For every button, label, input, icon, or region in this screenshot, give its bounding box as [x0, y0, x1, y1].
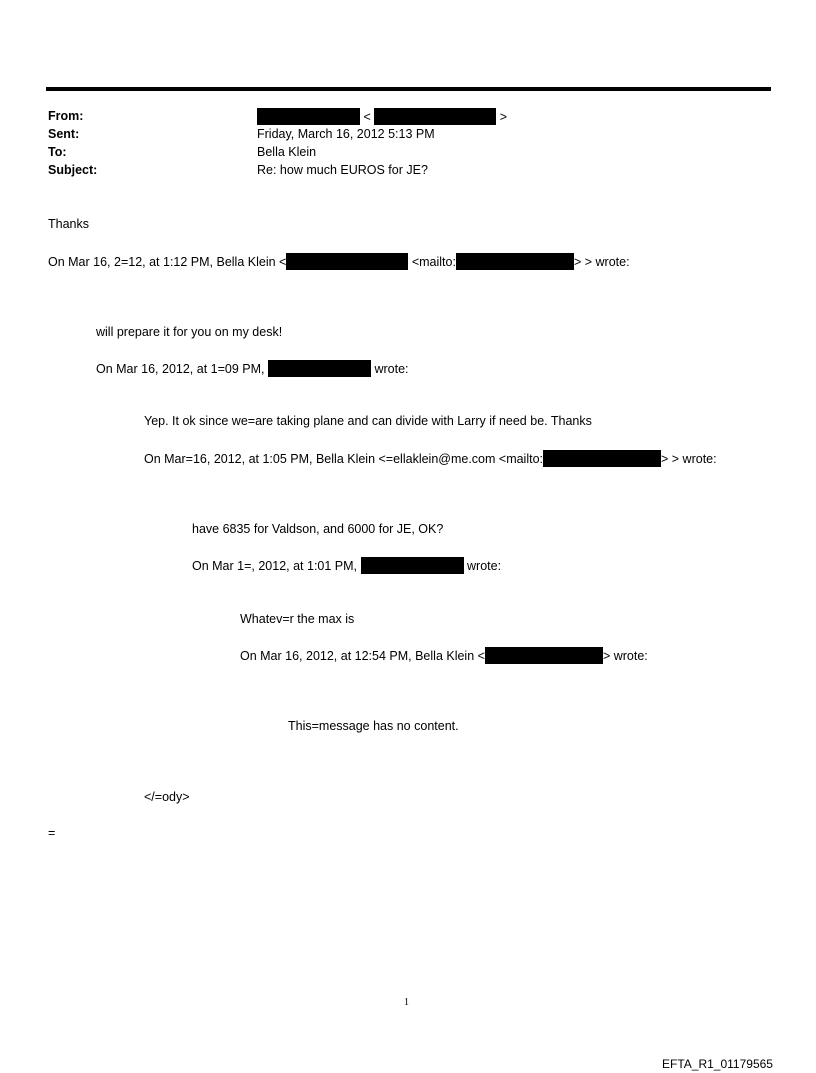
- message-5: This=message has no content.: [288, 719, 459, 733]
- thanks-text: Thanks: [48, 217, 89, 231]
- quote-2-suffix: wrote:: [374, 362, 409, 376]
- header-rule: [46, 87, 771, 91]
- subject-label: Subject:: [48, 163, 98, 177]
- trailing-equals: =: [48, 826, 56, 840]
- message-1: will prepare it for you on my desk!: [96, 325, 283, 339]
- to-label: To:: [48, 145, 67, 159]
- redaction-box: [257, 108, 360, 125]
- to-value: Bella Klein: [257, 145, 317, 159]
- quote-line-3: [144, 450, 717, 467]
- quote-5-prefix: On Mar 16, 2012, at 12:54 PM, Bella Klein <: [240, 649, 485, 663]
- sent-label: Sent:: [48, 127, 80, 141]
- message-2: Yep. It ok since we=are taking plane and can divide with Larry if need be. Thanks: [144, 414, 592, 428]
- quote-line-1: [48, 253, 630, 270]
- quote-line-5: [240, 647, 648, 664]
- subject-value: Re: how much EUROS for JE?: [257, 163, 428, 177]
- quote-2-prefix: On Mar 16, 2012, at 1=09 PM,: [96, 362, 265, 376]
- quote-4-suffix: wrote:: [467, 559, 502, 573]
- redaction-box: [286, 253, 408, 270]
- from-label: From:: [48, 109, 84, 123]
- quote-1-mailto: <mailto:: [411, 255, 456, 269]
- redaction-box: [543, 450, 661, 467]
- page-number: 1: [404, 997, 409, 1008]
- quote-3-prefix: On Mar=16, 2012, at 1:05 PM, Bella Klein <=ellaklein@me.com <mailto:: [144, 452, 544, 466]
- document-id: EFTA_R1_01179565: [662, 1057, 773, 1071]
- redaction-box: [374, 108, 496, 125]
- quote-1-suffix: > > wrote:: [573, 255, 630, 269]
- sent-value: Friday, March 16, 2012 5:13 PM: [257, 127, 435, 141]
- message-3: have 6835 for Valdson, and 6000 for JE, OK?: [192, 522, 444, 536]
- from-value: [257, 108, 507, 125]
- quote-3-suffix: > > wrote:: [661, 452, 717, 466]
- redaction-box: [456, 253, 574, 270]
- from-gt: >: [499, 110, 508, 124]
- quote-4-prefix: On Mar 1=, 2012, at 1:01 PM,: [192, 559, 358, 573]
- quote-line-2: [96, 360, 409, 377]
- closing-tag: </=ody>: [144, 790, 190, 804]
- quote-1-prefix: On Mar 16, 2=12, at 1:12 PM, Bella Klein <: [48, 255, 287, 269]
- message-4: Whatev=r the max is: [240, 612, 355, 626]
- redaction-box: [268, 360, 371, 377]
- redaction-box: [361, 557, 464, 574]
- redaction-box: [485, 647, 603, 664]
- quote-5-suffix: > wrote:: [602, 649, 648, 663]
- quote-line-4: [192, 557, 501, 574]
- from-lt: <: [363, 110, 371, 124]
